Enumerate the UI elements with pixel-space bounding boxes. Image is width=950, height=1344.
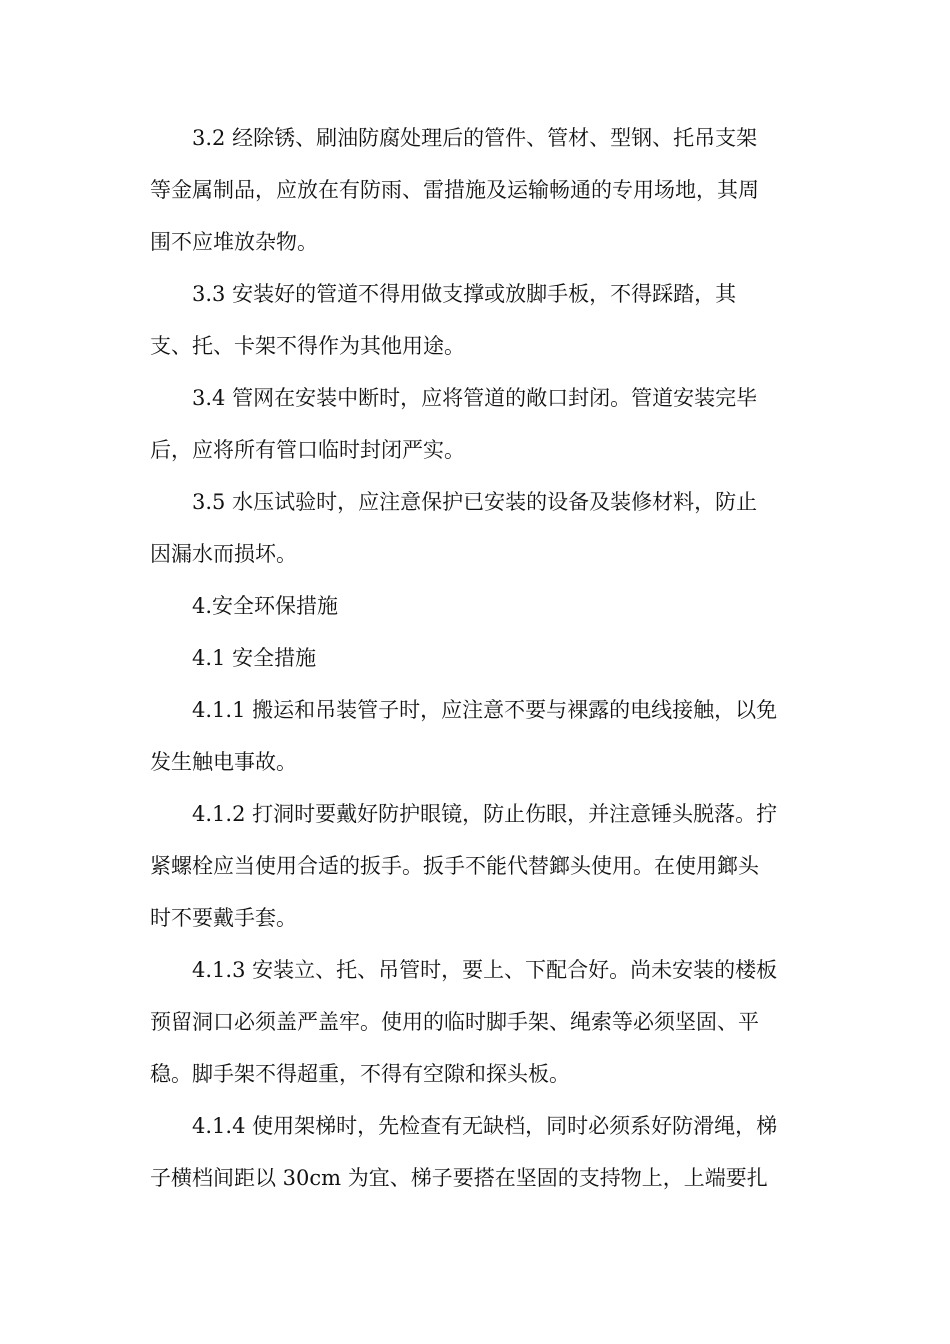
- paragraph-4-1-3: [150, 944, 802, 1100]
- document-body: [150, 112, 802, 1204]
- section-heading-4: [150, 580, 802, 632]
- text-line: 紧螺栓应当使用合适的扳手。扳手不能代替鎯头使用。在使用鎯头: [150, 854, 759, 878]
- text-line: 稳。脚手架不得超重，不得有空隙和探头板。: [150, 1062, 570, 1086]
- text-line: 3.3 安装好的管道不得用做支撑或放脚手板，不得踩踏，其: [192, 282, 737, 306]
- text-line: 4.1.1 搬运和吊装管子时，应注意不要与裸露的电线接触，以免: [192, 698, 778, 722]
- paragraph-3-3: [150, 268, 802, 372]
- text-line: 子横档间距以 30cm 为宜、梯子要搭在坚固的支持物上，上端要扎: [150, 1166, 768, 1190]
- text-line: 3.4 管网在安装中断时，应将管道的敞口封闭。管道安装完毕: [192, 386, 758, 410]
- text-line: 后，应将所有管口临时封闭严实。: [150, 438, 465, 462]
- text-line: 支、托、卡架不得作为其他用途。: [150, 334, 465, 358]
- text-line: 3.2 经除锈、刷油防腐处理后的管件、管材、型钢、托吊支架: [192, 126, 758, 150]
- text-line: 因漏水而损坏。: [150, 542, 297, 566]
- paragraph-3-5: [150, 476, 802, 580]
- heading-text: 4.安全环保措施: [192, 594, 339, 618]
- text-line: 4.1.3 安装立、托、吊管时，要上、下配合好。尚未安装的楼板: [192, 958, 778, 982]
- paragraph-4-1-1: [150, 684, 802, 788]
- paragraph-3-2: [150, 112, 802, 268]
- text-line: 发生触电事故。: [150, 750, 297, 774]
- text-line: 等金属制品，应放在有防雨、雷措施及运输畅通的专用场地，其周: [150, 178, 759, 202]
- text-line: 4.1.2 打洞时要戴好防护眼镜，防止伤眼，并注意锤头脱落。拧: [192, 802, 778, 826]
- text-line: 时不要戴手套。: [150, 906, 297, 930]
- text-line: 预留洞口必须盖严盖牢。使用的临时脚手架、绳索等必须坚固、平: [150, 1010, 759, 1034]
- paragraph-3-4: [150, 372, 802, 476]
- text-line: 3.5 水压试验时，应注意保护已安装的设备及装修材料，防止: [192, 490, 758, 514]
- heading-text: 4.1 安全措施: [192, 646, 317, 670]
- text-line: 围不应堆放杂物。: [150, 230, 318, 254]
- text-line: 4.1.4 使用架梯时，先检查有无缺档，同时必须系好防滑绳，梯: [192, 1114, 778, 1138]
- paragraph-4-1-4: [150, 1100, 802, 1204]
- paragraph-4-1-2: [150, 788, 802, 944]
- section-heading-4-1: [150, 632, 802, 684]
